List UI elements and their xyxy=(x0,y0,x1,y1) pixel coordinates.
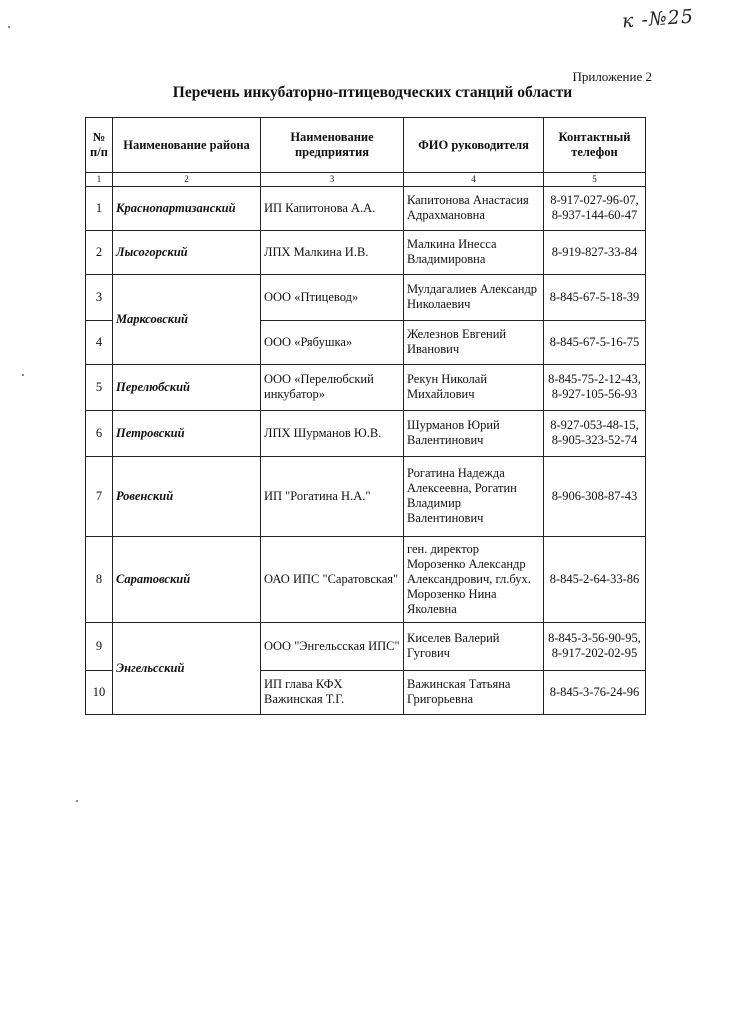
head-name: Рекун Николай Михайлович xyxy=(404,364,544,410)
district-name: Ровенский xyxy=(113,456,261,536)
phone-number: 8-845-2-64-33-86 xyxy=(544,536,646,622)
page-title: Перечень инкубаторно-птицеводческих станций области xyxy=(172,84,573,101)
stations-table xyxy=(85,117,646,715)
district-name: Энгельсский xyxy=(113,622,261,714)
table-row xyxy=(86,536,646,622)
enterprise-name: ИП глава КФХ Важинская Т.Г. xyxy=(261,670,404,714)
district-name: Петровский xyxy=(113,410,261,456)
enterprise-name: ОАО ИПС "Саратовская" xyxy=(261,536,404,622)
column-number: 3 xyxy=(261,173,404,187)
table-row xyxy=(86,274,646,320)
handwritten-note: к -№25 xyxy=(621,5,695,33)
head-name: Железнов Евгений Иванович xyxy=(404,320,544,364)
row-number: 2 xyxy=(86,230,113,274)
head-name: Киселев Валерий Гугович xyxy=(404,622,544,670)
phone-number: 8-845-3-76-24-96 xyxy=(544,670,646,714)
table-header-row xyxy=(86,118,646,173)
scan-speck xyxy=(8,26,10,28)
phone-number: 8-845-3-56-90-95, 8-917-202-02-95 xyxy=(544,622,646,670)
enterprise-name: ИП Капитонова А.А. xyxy=(261,186,404,230)
row-number: 4 xyxy=(86,320,113,364)
enterprise-name: ООО «Перелюбский инкубатор» xyxy=(261,364,404,410)
head-name: ген. директор Морозенко Александр Александрович, гл.бух. Морозенко Нина Яколевна xyxy=(404,536,544,622)
phone-number: 8-917-027-96-07, 8-937-144-60-47 xyxy=(544,186,646,230)
row-number: 5 xyxy=(86,364,113,410)
phone-number: 8-927-053-48-15, 8-905-323-52-74 xyxy=(544,410,646,456)
header-num: № п/п xyxy=(86,118,113,173)
header-head: ФИО руководителя xyxy=(404,118,544,173)
row-number: 9 xyxy=(86,622,113,670)
district-name: Перелюбский xyxy=(113,364,261,410)
phone-number: 8-845-67-5-16-75 xyxy=(544,320,646,364)
phone-number: 8-845-67-5-18-39 xyxy=(544,274,646,320)
enterprise-name: ООО "Энгельсская ИПС" xyxy=(261,622,404,670)
head-name: Важинская Татьяна Григорьевна xyxy=(404,670,544,714)
column-number: 4 xyxy=(404,173,544,187)
head-name: Шурманов Юрий Валентинович xyxy=(404,410,544,456)
enterprise-name: ИП "Рогатина Н.А." xyxy=(261,456,404,536)
scan-speck xyxy=(76,800,78,802)
row-number: 6 xyxy=(86,410,113,456)
district-name: Краснопартизанский xyxy=(113,186,261,230)
row-number: 1 xyxy=(86,186,113,230)
column-number: 5 xyxy=(544,173,646,187)
table-row xyxy=(86,456,646,536)
district-name: Марксовский xyxy=(113,274,261,364)
table-row xyxy=(86,410,646,456)
header-phone: Контактный телефон xyxy=(544,118,646,173)
head-name: Капитонова Анастасия Адрахмановна xyxy=(404,186,544,230)
enterprise-name: ООО «Птицевод» xyxy=(261,274,404,320)
head-name: Мулдагалиев Александр Николаевич xyxy=(404,274,544,320)
appendix-label: Приложение 2 xyxy=(572,69,652,84)
district-name: Лысогорский xyxy=(113,230,261,274)
row-number: 8 xyxy=(86,536,113,622)
phone-number: 8-906-308-87-43 xyxy=(544,456,646,536)
table-row xyxy=(86,230,646,274)
enterprise-name: ЛПХ Малкина И.В. xyxy=(261,230,404,274)
enterprise-name: ЛПХ Шурманов Ю.В. xyxy=(261,410,404,456)
header-district: Наименование района xyxy=(113,118,261,173)
column-number-row xyxy=(86,173,646,187)
row-number: 10 xyxy=(86,670,113,714)
row-number: 7 xyxy=(86,456,113,536)
row-number: 3 xyxy=(86,274,113,320)
district-name: Саратовский xyxy=(113,536,261,622)
column-number: 1 xyxy=(86,173,113,187)
table-row xyxy=(86,622,646,670)
enterprise-name: ООО «Рябушка» xyxy=(261,320,404,364)
phone-number: 8-845-75-2-12-43, 8-927-105-56-93 xyxy=(544,364,646,410)
scan-speck xyxy=(22,374,24,376)
table-row xyxy=(86,364,646,410)
head-name: Малкина Инесса Владимировна xyxy=(404,230,544,274)
table-row xyxy=(86,186,646,230)
head-name: Рогатина Надежда Алексеевна, Рогатин Владимир Валентинович xyxy=(404,456,544,536)
header-enterprise: Наименование предприятия xyxy=(261,118,404,173)
phone-number: 8-919-827-33-84 xyxy=(544,230,646,274)
column-number: 2 xyxy=(113,173,261,187)
